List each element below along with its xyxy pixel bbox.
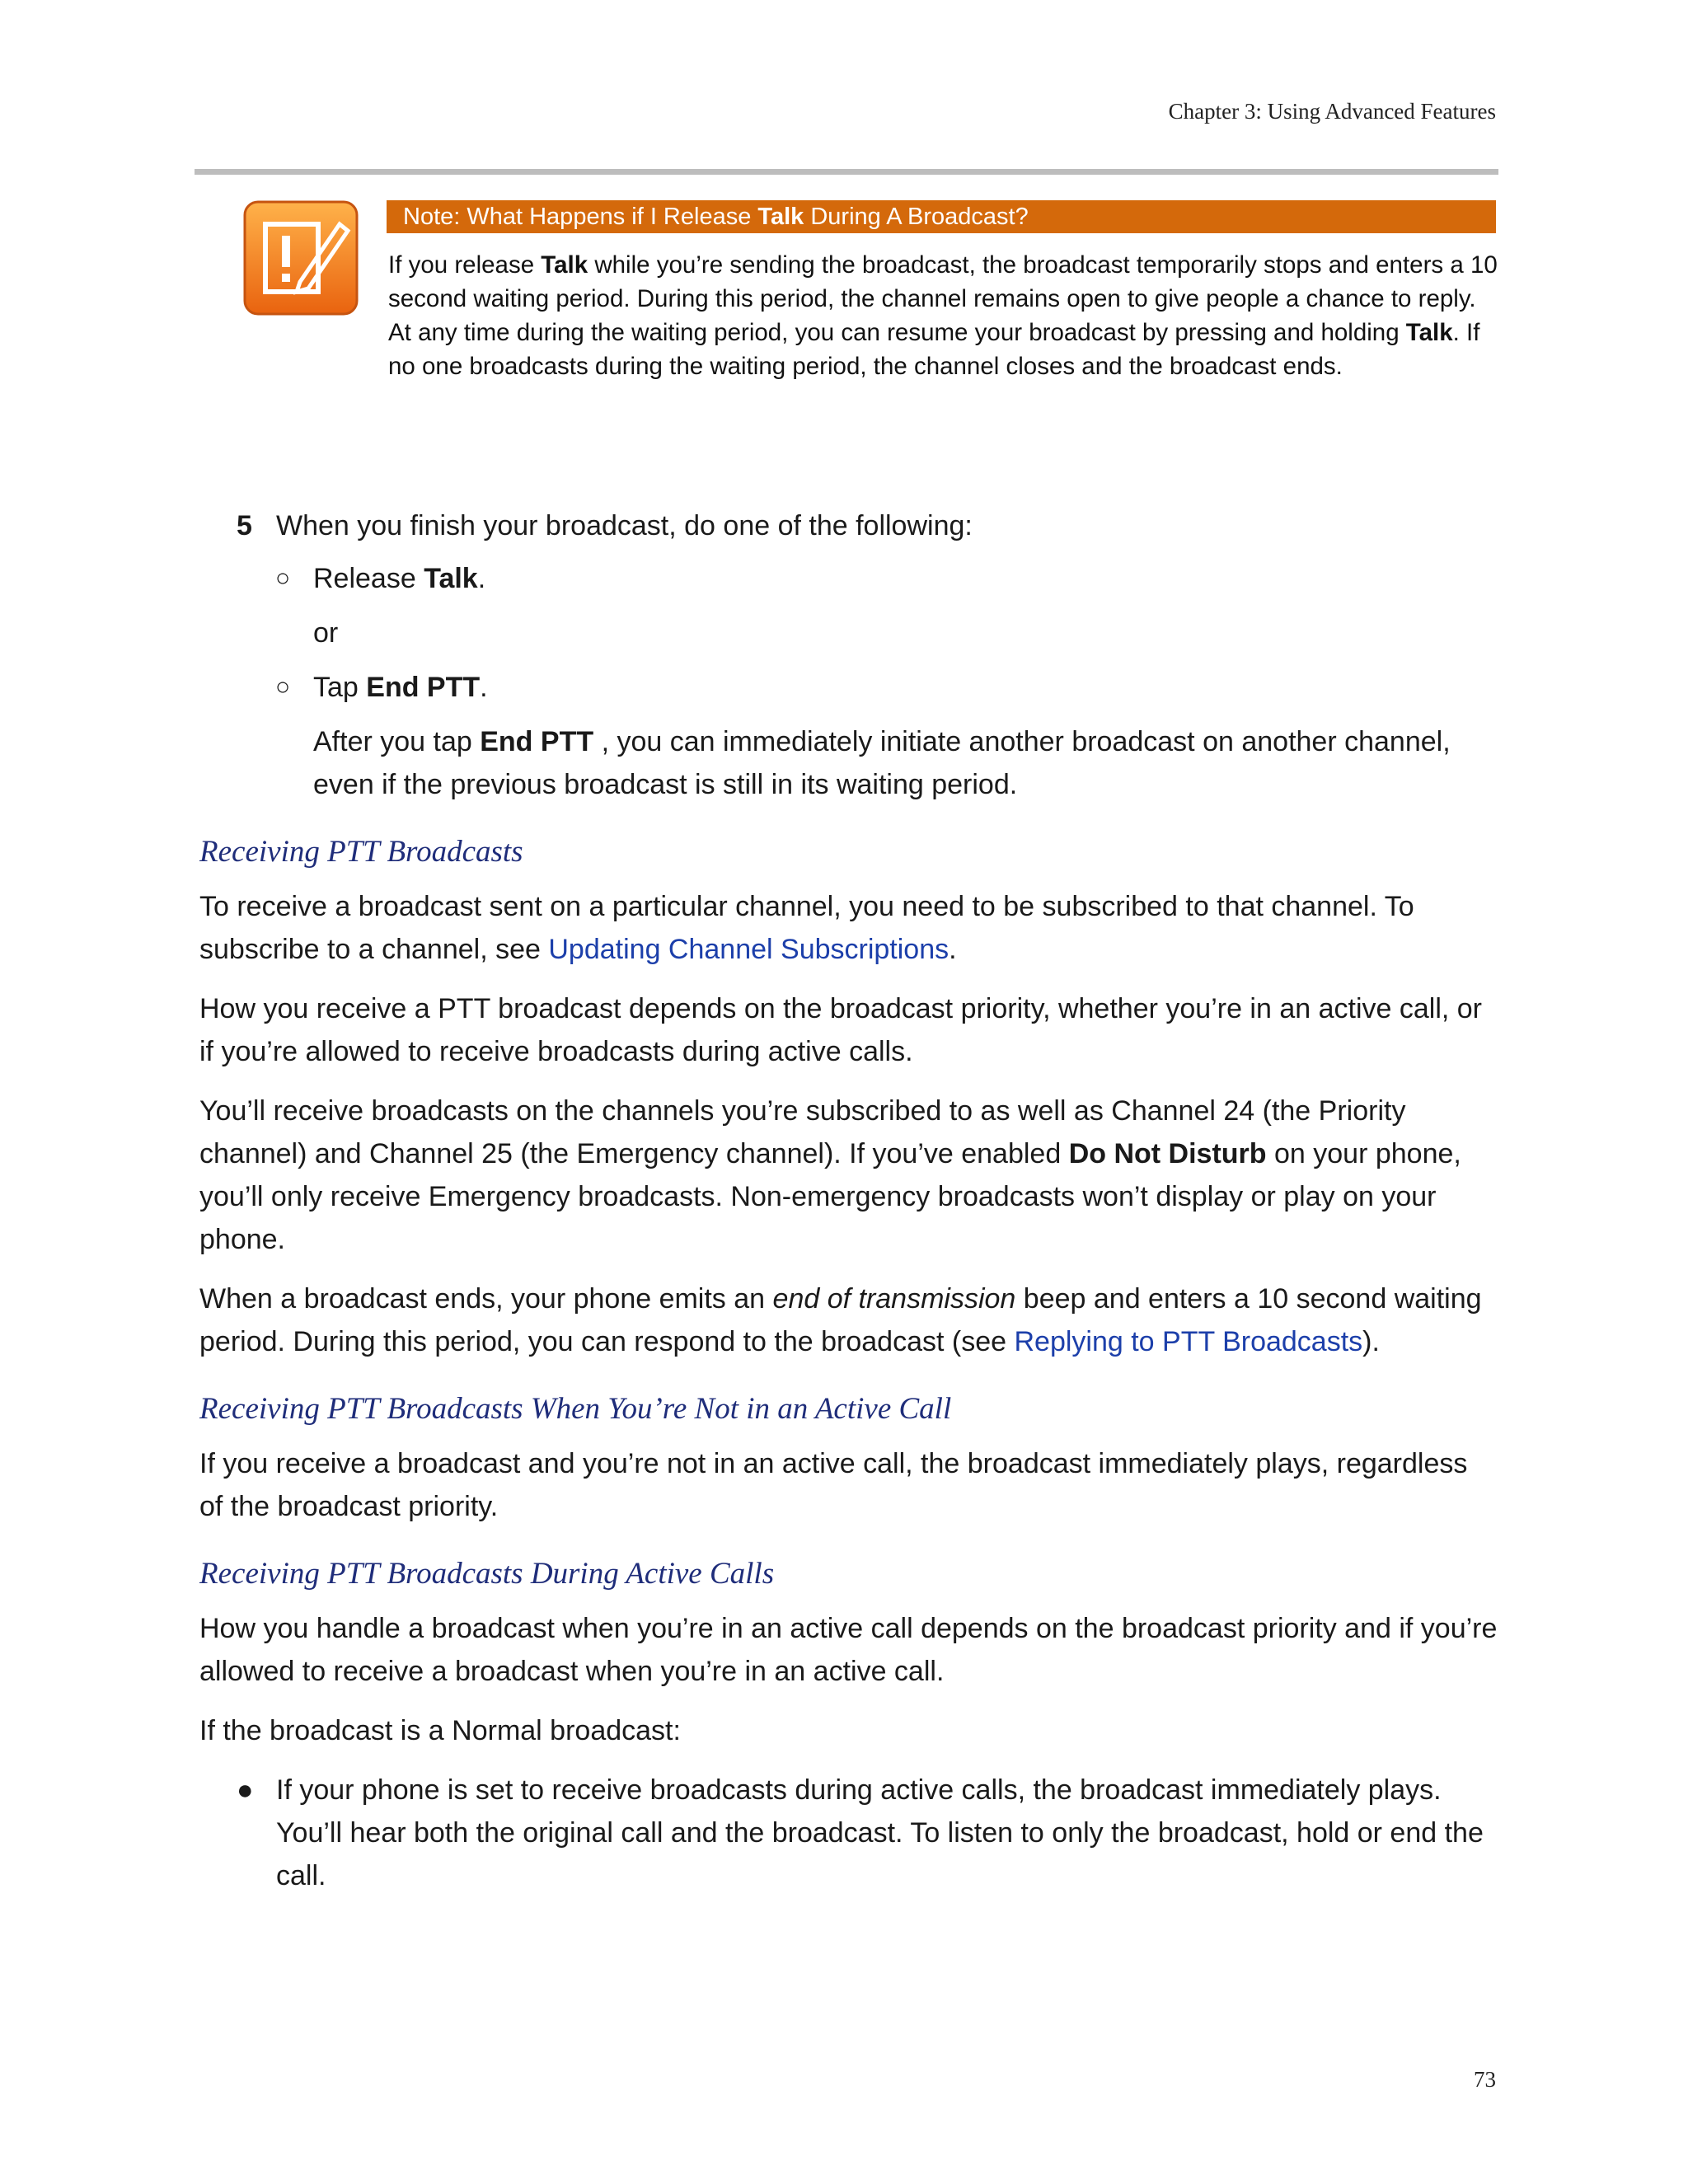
after-text: , you can immediately initiate another broadcast on another channel, even if the previous broadcast is still in its waiting period. [313, 726, 1451, 800]
note-body-bold: Talk [1405, 319, 1453, 346]
hollow-bullet-icon: ○ [275, 673, 291, 701]
note-exclamation-pencil-icon [242, 199, 359, 316]
note-title-text-end: During A Broadcast? [804, 204, 1029, 230]
heading-not-in-active-call: Receiving PTT Broadcasts When You’re Not in an Active Call [199, 1392, 952, 1426]
header-rule [195, 169, 1498, 175]
paragraph-text: . [949, 934, 957, 965]
note-body-text: while you’re sending the broadcast, the broadcast temporarily stops and enters a 10 second waiting period. During this period, the channel remains open to give people a chance to reply. At any time during the waiting period, you can resume your broadcast by pressing and holding [388, 251, 1498, 346]
main-content [199, 504, 1498, 1914]
step-text: When you finish your broadcast, do one of the following: [276, 510, 973, 541]
heading-receiving-ptt-broadcasts: Receiving PTT Broadcasts [199, 835, 523, 869]
page-number: 73 [1474, 2067, 1496, 2092]
paragraph-priority: How you receive a PTT broadcast depends on the broadcast priority, whether you’re in an active call, or if you’re allowed to receive broadcasts during active calls. [199, 993, 1482, 1067]
option-text: . [477, 563, 486, 594]
bullet-icon: ● [237, 1774, 254, 1806]
list-item [199, 1769, 1498, 1897]
paragraph-text: To receive a broadcast sent on a particular channel, you need to be subscribed to that channel. To subscribe to a channel, see [199, 891, 1414, 965]
paragraph-normal-broadcast: If the broadcast is a Normal broadcast: [199, 1715, 681, 1746]
step-number: 5 [237, 510, 252, 541]
link-updating-channel-subscriptions[interactable]: Updating Channel Subscriptions [548, 934, 950, 965]
step-option-release-talk [199, 557, 1498, 600]
after-bold: End PTT [480, 726, 594, 757]
note-title-text: Note: What Happens if I Release [403, 204, 758, 230]
note-body [388, 248, 1498, 383]
hollow-bullet-icon: ○ [275, 565, 291, 592]
paragraph-not-in-call: If you receive a broadcast and you’re not in an active call, the broadcast immediately plays, regardless of the broadcast priority. [199, 1448, 1468, 1522]
option-text: Release [313, 563, 424, 594]
paragraph-text: beep and enters a 10 second waiting period. During this period, you can respond to the broadcast (see [199, 1283, 1482, 1357]
after-text: After you tap [313, 726, 481, 757]
paragraph-text: ). [1362, 1326, 1380, 1357]
note-body-bold: Talk [541, 251, 588, 279]
step-option-end-ptt [199, 666, 1498, 709]
paragraph-italic: end of transmission [772, 1283, 1016, 1315]
step-5 [199, 504, 1498, 547]
paragraph-end-transmission [199, 1277, 1498, 1363]
paragraph-bold: Do Not Disturb [1068, 1138, 1267, 1169]
option-bold: Talk [424, 563, 478, 594]
option-bold: End PTT [366, 672, 481, 703]
link-replying-to-ptt-broadcasts[interactable]: Replying to PTT Broadcasts [1014, 1326, 1363, 1357]
option-text: Tap [313, 672, 367, 703]
chapter-header: Chapter 3: Using Advanced Features [1168, 99, 1496, 124]
option-text: . [480, 672, 488, 703]
note-body-text: If you release [388, 251, 542, 279]
step-after-text [199, 720, 1498, 806]
heading-during-active-calls: Receiving PTT Broadcasts During Active Calls [199, 1557, 775, 1591]
note-body-text: . If no one broadcasts during the waiting period, the channel closes and the broadcast ends. [388, 319, 1480, 380]
paragraph-text: on your phone, you’ll only receive Emergency broadcasts. Non-emergency broadcasts won’t display or play on your phone. [199, 1138, 1461, 1255]
paragraph-channels [199, 1090, 1498, 1261]
paragraph-subscribe [199, 885, 1498, 971]
paragraph-text: You’ll receive broadcasts on the channels you’re subscribed to as well as Channel 24 (the Priority channel) and Channel 25 (the Emergency channel). If you’ve enabled [199, 1095, 1406, 1169]
paragraph-active-call: How you handle a broadcast when you’re in an active call depends on the broadcast priority and if you’re allowed to receive a broadcast when you’re in an active call. [199, 1613, 1498, 1687]
step-or: or [313, 617, 339, 649]
paragraph-text: When a broadcast ends, your phone emits an [199, 1283, 773, 1315]
note-title [387, 200, 1496, 233]
list-item-text: If your phone is set to receive broadcasts during active calls, the broadcast immediately plays. You’ll hear both the original call and the broadcast. To listen to only the broadcast, hold or end the call. [276, 1774, 1484, 1891]
note-title-bold: Talk [757, 204, 804, 230]
